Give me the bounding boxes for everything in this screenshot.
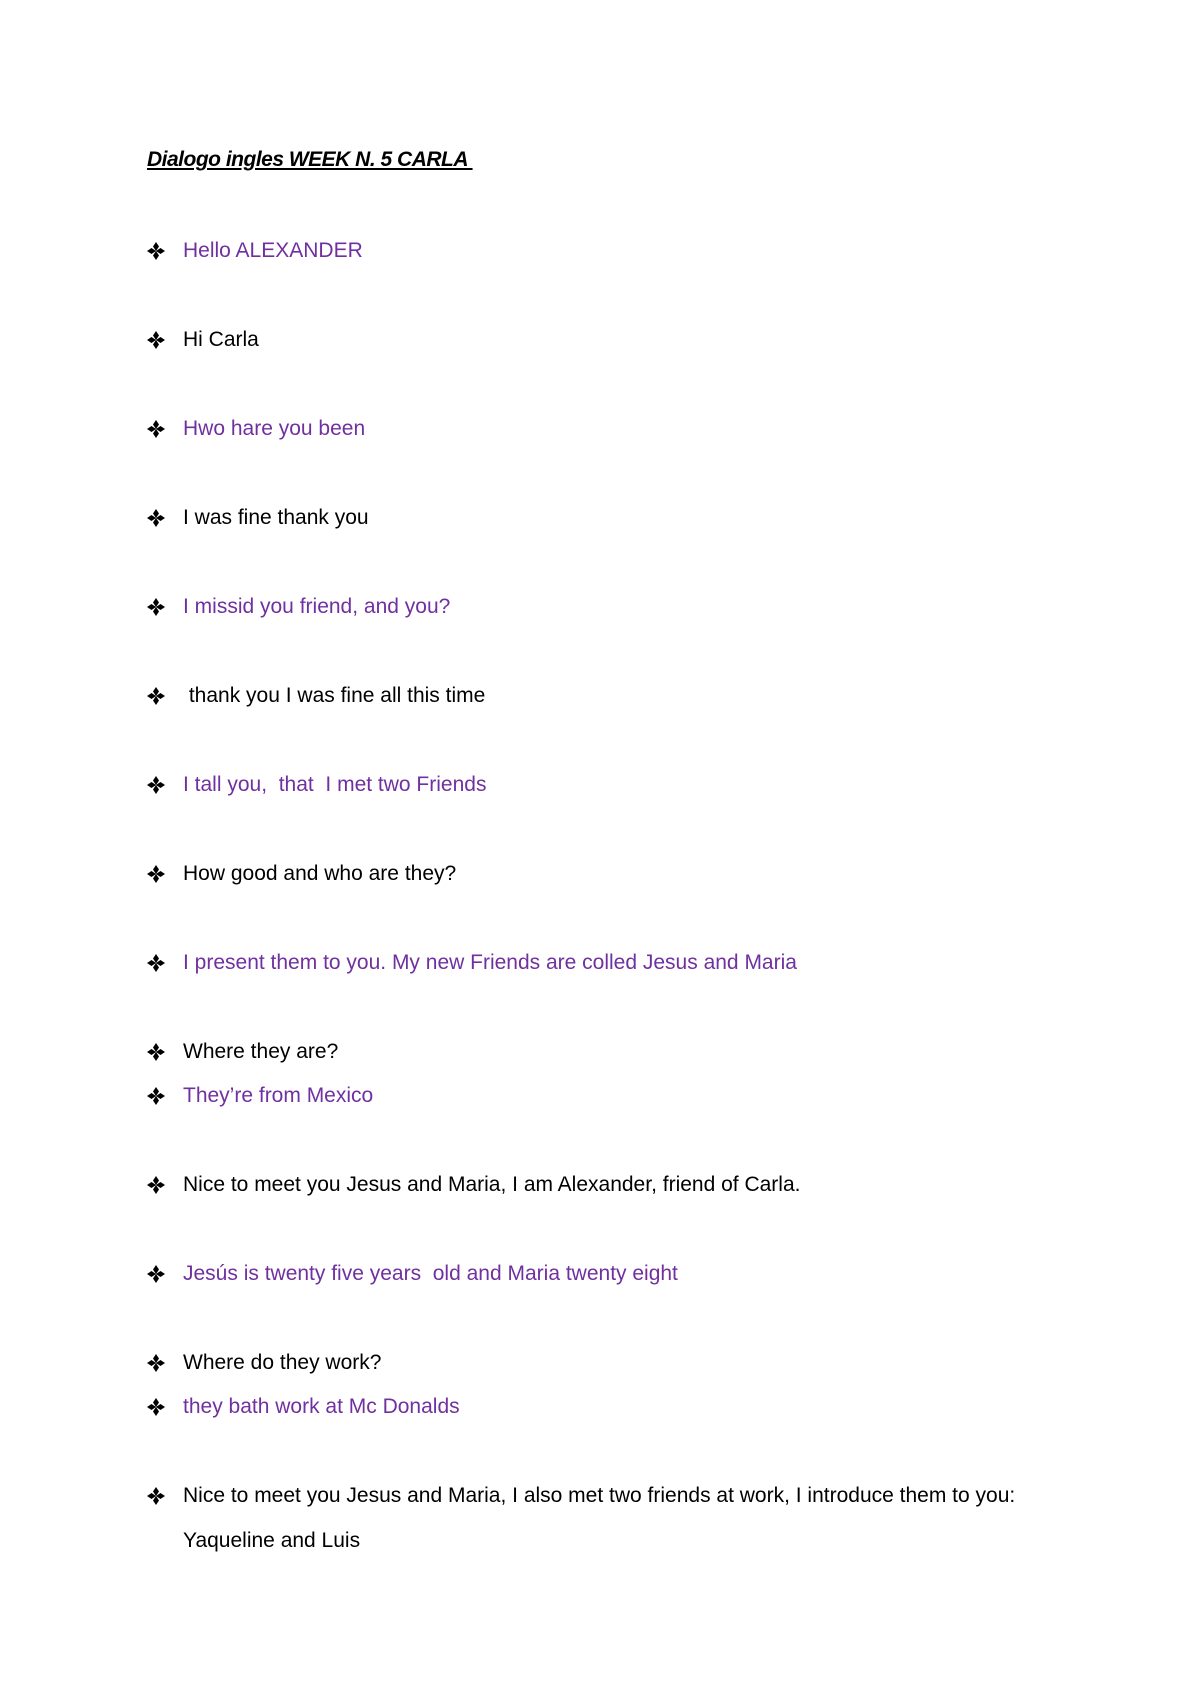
four-diamond-bullet-icon <box>147 948 183 978</box>
four-diamond-bullet-icon <box>147 236 183 266</box>
dialog-line-text: How good and who are they? <box>183 862 457 885</box>
four-diamond-bullet-icon <box>147 1481 183 1511</box>
four-diamond-bullet-icon <box>147 1081 183 1111</box>
dialog-line <box>147 1348 1047 1385</box>
four-diamond-bullet-icon <box>147 325 183 355</box>
four-diamond-bullet-icon <box>147 592 183 622</box>
four-diamond-bullet-icon <box>147 414 183 444</box>
dialog-line <box>147 1481 1047 1563</box>
dialog-line <box>147 414 1047 451</box>
four-diamond-bullet-icon <box>147 1392 183 1422</box>
four-diamond-bullet-icon <box>147 1348 183 1378</box>
dialog-line <box>147 1081 1047 1118</box>
dialog-line-text: Where do they work? <box>183 1351 382 1374</box>
four-diamond-bullet-icon <box>147 681 183 711</box>
four-diamond-bullet-icon <box>147 1037 183 1067</box>
dialog-line-text: I present them to you. My new Friends are colled Jesus and Maria <box>183 951 797 974</box>
dialog-line <box>147 1170 1047 1207</box>
dialog-line <box>147 236 1047 273</box>
dialog-line <box>147 948 1047 985</box>
dialog-line-text: I was fine thank you <box>183 506 369 529</box>
dialog-line <box>147 1392 1047 1429</box>
dialog-line-text: Hwo hare you been <box>183 417 366 440</box>
document-title: Dialogo ingles WEEK N. 5 CARLA <box>147 148 473 171</box>
dialog-line-text: Nice to meet you Jesus and Maria, I am Alexander, friend of Carla. <box>183 1173 801 1196</box>
dialog-line-text: Hello ALEXANDER <box>183 239 363 262</box>
four-diamond-bullet-icon <box>147 859 183 889</box>
dialog-line <box>147 1037 1047 1074</box>
dialog-line <box>147 859 1047 896</box>
dialog-line-text: Nice to meet you Jesus and Maria, I also met two friends at work, I introduce them to you: Yaqueline and Luis <box>183 1484 1021 1552</box>
dialog-line-text: Where they are? <box>183 1040 339 1063</box>
dialog-line-text: I tall you, that I met two Friends <box>183 773 487 796</box>
four-diamond-bullet-icon <box>147 503 183 533</box>
dialog-line <box>147 770 1047 807</box>
dialog-line-text: They’re from Mexico <box>183 1084 374 1107</box>
dialog-line <box>147 1259 1047 1296</box>
dialog-line-text: Hi Carla <box>183 328 259 351</box>
dialog-line-text: they bath work at Mc Donalds <box>183 1395 460 1418</box>
dialog-line-text: Jesús is twenty five years old and Maria twenty eight <box>183 1262 678 1285</box>
dialog-line <box>147 592 1047 629</box>
four-diamond-bullet-icon <box>147 1259 183 1289</box>
dialog-line <box>147 681 1047 718</box>
dialog-line-text: thank you I was fine all this time <box>183 684 486 707</box>
four-diamond-bullet-icon <box>147 770 183 800</box>
dialog-line-text: I missid you friend, and you? <box>183 595 451 618</box>
dialog-line <box>147 503 1047 540</box>
dialog-line <box>147 325 1047 362</box>
four-diamond-bullet-icon <box>147 1170 183 1200</box>
